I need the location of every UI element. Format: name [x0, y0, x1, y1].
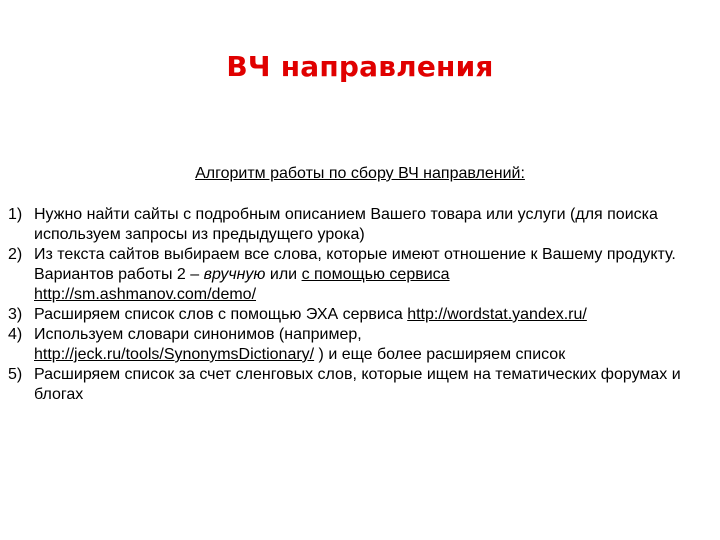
- list-number: 2): [8, 246, 23, 263]
- subtitle: [0, 165, 720, 183]
- list-item-text: Расширяем список за счет сленговых слов, которые ищем на тематических форумах и блогах: [34, 366, 681, 403]
- page-title: ВЧ направления: [226, 50, 494, 83]
- ashmanov-link[interactable]: http://sm.ashmanov.com/demo/: [34, 286, 257, 303]
- list-item: [8, 305, 708, 325]
- synonyms-dictionary-link[interactable]: http://jeck.ru/tools/SynonymsDictionary/: [34, 346, 315, 363]
- list-item-text: Нужно найти сайты с подробным описанием Вашего товара или услуги (для поиска используем запросы из предыдущего урока): [34, 206, 658, 243]
- list-number: 3): [8, 306, 23, 323]
- algorithm-list: [8, 205, 708, 405]
- list-item-text: или: [265, 266, 302, 283]
- list-item: [8, 365, 708, 405]
- list-item-text: Из текста сайтов выбираем все слова, которые имеют отношение к Вашему продукту. Вариантов работы 2 –: [34, 246, 676, 283]
- service-link-text[interactable]: с помощью сервиса: [301, 266, 450, 283]
- list-item: [8, 325, 708, 365]
- wordstat-link[interactable]: http://wordstat.yandex.ru/: [407, 306, 587, 323]
- list-item-text: Расширяем список слов с помощью ЭХА сервиса: [34, 306, 408, 323]
- list-number: 1): [8, 206, 23, 223]
- list-number: 4): [8, 326, 23, 343]
- list-item-text: Используем словари синонимов (например,: [34, 326, 362, 343]
- list-number: 5): [8, 366, 23, 383]
- subtitle-text: Алгоритм работы по сбору ВЧ направлений:: [195, 165, 525, 182]
- list-item: [8, 245, 708, 305]
- italic-text: вручную: [203, 266, 266, 283]
- list-item: [8, 205, 708, 245]
- list-item-text: ) и еще более расширяем список: [314, 346, 566, 363]
